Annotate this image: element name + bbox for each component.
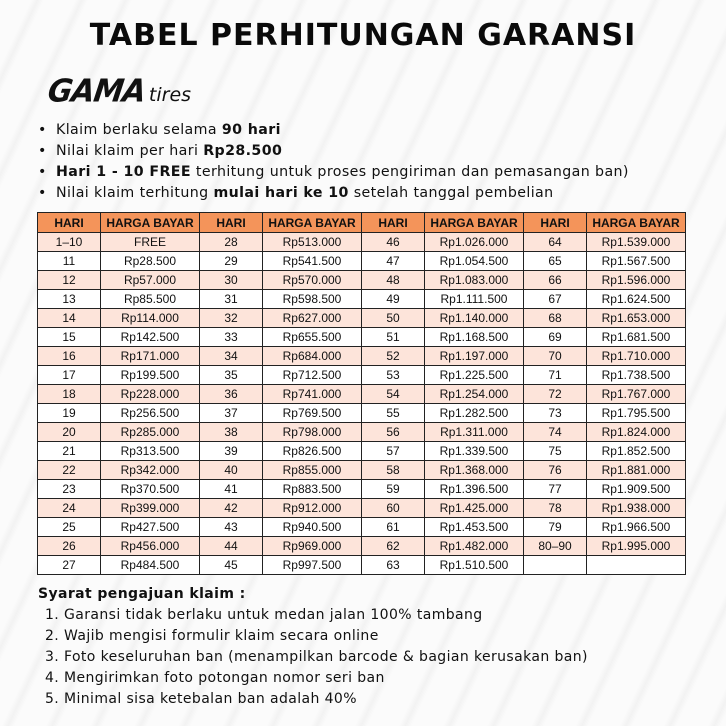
table-row	[38, 404, 686, 423]
price-cell: Rp1.539.000	[587, 233, 686, 252]
requirements-heading: Syarat pengajuan klaim :	[38, 586, 246, 602]
price-cell: Rp1.710.000	[587, 347, 686, 366]
price-cell: Rp1.339.500	[425, 442, 524, 461]
gama-tires-logo	[45, 73, 192, 110]
requirement-item: 2. Wajib mengisi formulir klaim secara online	[64, 626, 588, 647]
day-cell: 42	[200, 499, 263, 518]
price-cell: Rp1.881.000	[587, 461, 686, 480]
day-cell: 76	[524, 461, 587, 480]
table-row	[38, 347, 686, 366]
price-cell: Rp1.197.000	[425, 347, 524, 366]
price-cell: Rp883.500	[263, 480, 362, 499]
table-row	[38, 290, 686, 309]
price-cell: Rp1.225.500	[425, 366, 524, 385]
day-cell: 56	[362, 423, 425, 442]
price-cell: Rp513.000	[263, 233, 362, 252]
table-row	[38, 461, 686, 480]
price-cell: Rp1.254.000	[425, 385, 524, 404]
day-cell: 63	[362, 556, 425, 575]
price-cell: Rp570.000	[263, 271, 362, 290]
price-cell: Rp85.500	[101, 290, 200, 309]
day-cell: 23	[38, 480, 101, 499]
table-row	[38, 271, 686, 290]
header-harga-bayar: HARGA BAYAR	[587, 213, 686, 233]
price-cell: Rp1.368.000	[425, 461, 524, 480]
price-cell: Rp57.000	[101, 271, 200, 290]
day-cell: 61	[362, 518, 425, 537]
day-cell: 44	[200, 537, 263, 556]
price-cell: Rp1.168.500	[425, 328, 524, 347]
day-cell: 69	[524, 328, 587, 347]
price-cell: Rp1.738.500	[587, 366, 686, 385]
requirements-section	[38, 586, 588, 710]
day-cell: 22	[38, 461, 101, 480]
day-cell: 33	[200, 328, 263, 347]
header-hari: HARI	[38, 213, 101, 233]
price-cell: Rp1.453.500	[425, 518, 524, 537]
price-cell: Rp484.500	[101, 556, 200, 575]
price-cell: Rp456.000	[101, 537, 200, 556]
table-row	[38, 423, 686, 442]
price-cell: Rp342.000	[101, 461, 200, 480]
bullet-text: setelah tanggal pembelian	[348, 185, 554, 201]
requirements-list	[38, 605, 588, 710]
day-cell: 39	[200, 442, 263, 461]
bullet-emphasis: 90 hari	[221, 122, 281, 138]
info-bullet	[38, 162, 629, 183]
day-cell: 73	[524, 404, 587, 423]
price-cell: Rp684.000	[263, 347, 362, 366]
price-cell: Rp769.500	[263, 404, 362, 423]
table-row	[38, 385, 686, 404]
price-cell: Rp1.140.000	[425, 309, 524, 328]
day-cell: 57	[362, 442, 425, 461]
page-title: TABEL PERHITUNGAN GARANSI	[89, 18, 637, 53]
price-cell: Rp1.282.500	[425, 404, 524, 423]
price-cell: Rp114.000	[101, 309, 200, 328]
day-cell: 26	[38, 537, 101, 556]
price-cell: Rp256.500	[101, 404, 200, 423]
day-cell: 53	[362, 366, 425, 385]
price-cell: Rp1.425.000	[425, 499, 524, 518]
price-cell: Rp1.824.000	[587, 423, 686, 442]
day-cell: 80–90	[524, 537, 587, 556]
day-cell: 58	[362, 461, 425, 480]
price-cell: Rp1.966.500	[587, 518, 686, 537]
price-cell: Rp1.510.500	[425, 556, 524, 575]
header-harga-bayar: HARGA BAYAR	[425, 213, 524, 233]
price-cell: Rp997.500	[263, 556, 362, 575]
day-cell: 64	[524, 233, 587, 252]
price-cell: Rp1.995.000	[587, 537, 686, 556]
price-cell: Rp1.396.500	[425, 480, 524, 499]
price-cell: Rp912.000	[263, 499, 362, 518]
day-cell: 68	[524, 309, 587, 328]
price-cell: FREE	[101, 233, 200, 252]
day-cell: 11	[38, 252, 101, 271]
price-cell: Rp1.311.000	[425, 423, 524, 442]
table-row	[38, 537, 686, 556]
info-bullet	[38, 141, 629, 162]
header-hari: HARI	[524, 213, 587, 233]
day-cell: 41	[200, 480, 263, 499]
price-cell: Rp655.500	[263, 328, 362, 347]
day-cell: 74	[524, 423, 587, 442]
info-bullet	[38, 183, 629, 204]
day-cell: 13	[38, 290, 101, 309]
bullet-emphasis: Rp28.500	[203, 143, 283, 159]
requirement-item: 5. Minimal sisa ketebalan ban adalah 40%	[64, 689, 588, 710]
logo-suffix: tires	[148, 84, 192, 106]
header-hari: HARI	[362, 213, 425, 233]
price-cell: Rp741.000	[263, 385, 362, 404]
table-row	[38, 366, 686, 385]
price-cell: Rp1.567.500	[587, 252, 686, 271]
price-cell: Rp1.624.500	[587, 290, 686, 309]
day-cell: 54	[362, 385, 425, 404]
day-cell: 14	[38, 309, 101, 328]
day-cell: 51	[362, 328, 425, 347]
price-cell: Rp855.000	[263, 461, 362, 480]
price-cell: Rp1.111.500	[425, 290, 524, 309]
price-cell: Rp1.938.000	[587, 499, 686, 518]
day-cell: 79	[524, 518, 587, 537]
info-bullets	[38, 120, 629, 204]
day-cell: 17	[38, 366, 101, 385]
table-row	[38, 480, 686, 499]
price-cell	[587, 556, 686, 575]
price-cell: Rp541.500	[263, 252, 362, 271]
day-cell: 15	[38, 328, 101, 347]
table-row	[38, 499, 686, 518]
bullet-text: Nilai klaim terhitung	[56, 185, 214, 201]
table-row	[38, 309, 686, 328]
day-cell: 52	[362, 347, 425, 366]
price-cell: Rp1.083.000	[425, 271, 524, 290]
price-cell: Rp1.767.000	[587, 385, 686, 404]
day-cell: 65	[524, 252, 587, 271]
day-cell	[524, 556, 587, 575]
bullet-text: Klaim berlaku selama	[56, 122, 222, 138]
price-cell: Rp627.000	[263, 309, 362, 328]
day-cell: 49	[362, 290, 425, 309]
price-cell: Rp1.026.000	[425, 233, 524, 252]
price-cell: Rp427.500	[101, 518, 200, 537]
table-row	[38, 556, 686, 575]
day-cell: 19	[38, 404, 101, 423]
header-hari: HARI	[200, 213, 263, 233]
price-cell: Rp712.500	[263, 366, 362, 385]
day-cell: 37	[200, 404, 263, 423]
header-harga-bayar: HARGA BAYAR	[101, 213, 200, 233]
price-cell: Rp940.500	[263, 518, 362, 537]
requirement-item: 3. Foto keseluruhan ban (menampilkan barcode & bagian kerusakan ban)	[64, 647, 588, 668]
day-cell: 43	[200, 518, 263, 537]
day-cell: 36	[200, 385, 263, 404]
table-row	[38, 518, 686, 537]
price-cell: Rp399.000	[101, 499, 200, 518]
info-bullet	[38, 120, 629, 141]
requirement-item: 4. Mengirimkan foto potongan nomor seri ban	[64, 668, 588, 689]
warranty-table	[37, 212, 686, 575]
header-harga-bayar: HARGA BAYAR	[263, 213, 362, 233]
day-cell: 40	[200, 461, 263, 480]
price-cell: Rp1.795.500	[587, 404, 686, 423]
price-cell: Rp969.000	[263, 537, 362, 556]
bullet-text: Nilai klaim per hari	[56, 143, 204, 159]
requirement-item: 1. Garansi tidak berlaku untuk medan jalan 100% tambang	[64, 605, 588, 626]
day-cell: 66	[524, 271, 587, 290]
day-cell: 48	[362, 271, 425, 290]
price-cell: Rp1.681.500	[587, 328, 686, 347]
day-cell: 29	[200, 252, 263, 271]
day-cell: 18	[38, 385, 101, 404]
day-cell: 21	[38, 442, 101, 461]
price-cell: Rp199.500	[101, 366, 200, 385]
price-cell: Rp826.500	[263, 442, 362, 461]
table-row	[38, 328, 686, 347]
day-cell: 72	[524, 385, 587, 404]
day-cell: 12	[38, 271, 101, 290]
day-cell: 32	[200, 309, 263, 328]
bullet-emphasis: Hari 1 - 10 FREE	[56, 164, 191, 180]
day-cell: 31	[200, 290, 263, 309]
day-cell: 30	[200, 271, 263, 290]
day-cell: 16	[38, 347, 101, 366]
day-cell: 55	[362, 404, 425, 423]
price-cell: Rp1.852.500	[587, 442, 686, 461]
day-cell: 1–10	[38, 233, 101, 252]
bullet-emphasis: mulai hari ke 10	[213, 185, 349, 201]
table-row	[38, 233, 686, 252]
day-cell: 50	[362, 309, 425, 328]
day-cell: 47	[362, 252, 425, 271]
price-cell: Rp285.000	[101, 423, 200, 442]
day-cell: 77	[524, 480, 587, 499]
logo-brand: GAMA	[45, 73, 148, 110]
price-cell: Rp1.909.500	[587, 480, 686, 499]
price-cell: Rp598.500	[263, 290, 362, 309]
day-cell: 38	[200, 423, 263, 442]
day-cell: 67	[524, 290, 587, 309]
day-cell: 35	[200, 366, 263, 385]
price-cell: Rp313.500	[101, 442, 200, 461]
day-cell: 70	[524, 347, 587, 366]
day-cell: 28	[200, 233, 263, 252]
table-header-row	[38, 213, 686, 233]
day-cell: 34	[200, 347, 263, 366]
day-cell: 59	[362, 480, 425, 499]
price-cell: Rp1.054.500	[425, 252, 524, 271]
day-cell: 27	[38, 556, 101, 575]
price-cell: Rp798.000	[263, 423, 362, 442]
day-cell: 20	[38, 423, 101, 442]
day-cell: 46	[362, 233, 425, 252]
day-cell: 60	[362, 499, 425, 518]
table-row	[38, 252, 686, 271]
day-cell: 71	[524, 366, 587, 385]
price-cell: Rp171.000	[101, 347, 200, 366]
bullet-text: terhitung untuk proses pengiriman dan pemasangan ban)	[190, 164, 629, 180]
day-cell: 75	[524, 442, 587, 461]
price-cell: Rp370.500	[101, 480, 200, 499]
price-cell: Rp228.000	[101, 385, 200, 404]
day-cell: 62	[362, 537, 425, 556]
price-cell: Rp1.653.000	[587, 309, 686, 328]
price-cell: Rp142.500	[101, 328, 200, 347]
price-cell: Rp1.482.000	[425, 537, 524, 556]
day-cell: 24	[38, 499, 101, 518]
day-cell: 45	[200, 556, 263, 575]
price-cell: Rp1.596.000	[587, 271, 686, 290]
day-cell: 25	[38, 518, 101, 537]
price-cell: Rp28.500	[101, 252, 200, 271]
table-row	[38, 442, 686, 461]
day-cell: 78	[524, 499, 587, 518]
